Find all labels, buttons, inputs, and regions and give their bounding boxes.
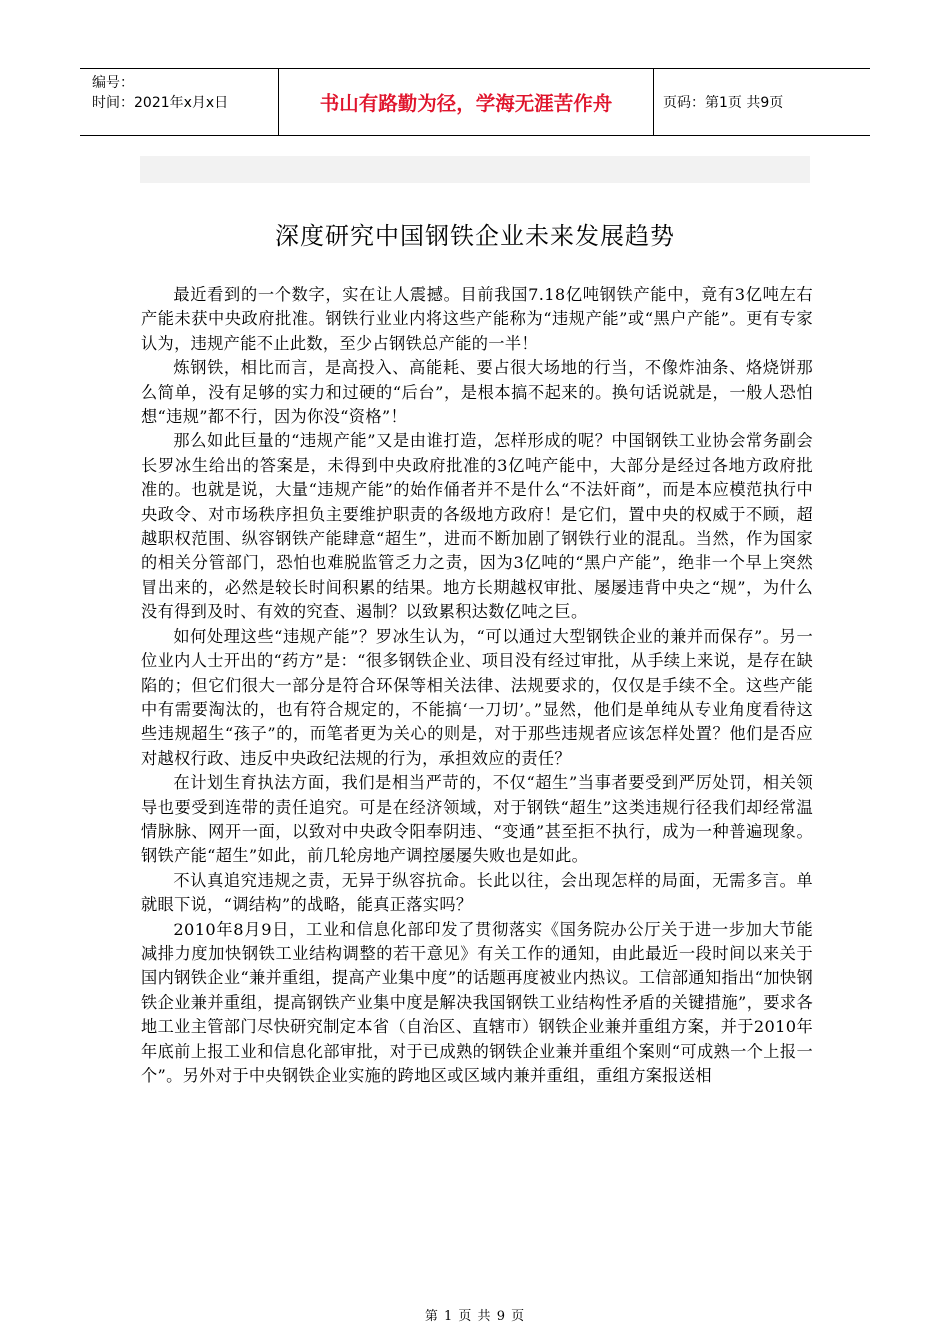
document-time-label: 时间：2021年x月x日 bbox=[92, 95, 229, 111]
paragraph: 最近看到的一个数字，实在让人震撼。目前我国7.18亿吨钢铁产能中，竟有3亿吨左右产能未获中央政府批准。钢铁行业业内将这些产能称为“违规产能”或“黑户产能”。更有专家认为，违规产能不止此数，至少占钢铁总产能的一半！ bbox=[141, 285, 813, 353]
paragraph: 在计划生育执法方面，我们是相当严苛的，不仅“超生”当事者要受到严厉处罚，相关领导也要受到连带的责任追究。可是在经济领域，对于钢铁“超生”这类违规行径我们却经常温情脉脉、网开一面，以致对中央政令阳奉阴违、“变通”甚至拒不执行，成为一种普遍现象。钢铁产能“超生”如此，前几轮房地产调控屡屡失败也是如此。 bbox=[141, 773, 813, 866]
paragraph: 2010年8月9日，工业和信息化部印发了贯彻落实《国务院办公厅关于进一步加大节能减排力度加快钢铁工业结构调整的若干意见》有关工作的通知，由此最近一段时间以来关于国内钢铁企业“兼并重组，提高产业集中度”的话题再度被业内热议。工信部通知指出“加快钢铁企业兼并重组，提高钢铁产业集中度是解决我国钢铁工业结构性矛盾的关键措施”，要求各地工业主管部门尽快研究制定本省（自治区、直辖市）钢铁企业兼并重组方案，并于2010年年底前上报工业和信息化部审批，对于已成熟的钢铁企业兼并重组个案则“可成熟一个上报一个”。另外对于中央钢铁企业实施的跨地区或区域内兼并重组，重组方案报送相 bbox=[141, 919, 813, 1085]
header-page-info bbox=[654, 69, 870, 135]
header-motto bbox=[278, 69, 654, 135]
document-body bbox=[141, 283, 813, 1088]
page-footer: 第 1 页 共 9 页 bbox=[424, 1309, 526, 1324]
paragraph: 炼钢铁，相比而言，是高投入、高能耗、要占很大场地的行当，不像炸油条、烙烧饼那么简单，没有足够的实力和过硬的“后台”，是根本搞不起来的。换句话说就是，一般人恐怕想“违规”都不行，因为你没“资格”！ bbox=[141, 358, 813, 427]
header-meta bbox=[80, 69, 278, 135]
paragraph: 不认真追究违规之责，无异于纵容抗命。长此以往，会出现怎样的局面，无需多言。单就眼下说，“调结构”的战略，能真正落实吗？ bbox=[141, 870, 813, 915]
motto-text: 书山有路勤为径，学海无涯苦作舟 bbox=[319, 92, 613, 115]
document-number-label: 编号： bbox=[92, 75, 134, 91]
header-divider-bar bbox=[140, 156, 810, 183]
paragraph: 那么如此巨量的“违规产能”又是由谁打造，怎样形成的呢？中国钢铁工业协会常务副会长罗冰生给出的答案是，未得到中央政府批准的3亿吨产能中，大部分是经过各地方政府批准的。也就是说，大量“违规产能”的始作俑者并不是什么“不法奸商”，而是本应模范执行中央政令、对市场秩序担负主要维护职责的各级地方政府！是它们，置中央的权威于不顾，超越职权范围、纵容钢铁产能肆意“超生”，进而不断加剧了钢铁行业的混乱。当然，作为国家的相关分管部门，恐怕也难脱监管乏力之责，因为3亿吨的“黑户产能”，绝非一个早上突然冒出来的，必然是较长时间积累的结果。地方长期越权审批、屡屡违背中央之“规”，为什么没有得到及时、有效的究查、遏制？以致累积达数亿吨之巨。 bbox=[141, 431, 813, 622]
paragraph: 如何处理这些“违规产能”？罗冰生认为，“可以通过大型钢铁企业的兼并而保存”。另一位业内人士开出的“药方”是：“很多钢铁企业、项目没有经过审批，从手续上来说，是存在缺陷的；但它们很大一部分是符合环保等相关法律、法规要求的，仅仅是手续不全。这些产能中有需要淘汰的，也有符合规定的，不能搞‘一刀切’。”显然，他们是单纯从专业角度看待这些违规超生“孩子”的，而笔者更为关心的则是，对于那些违规者应该怎样处置？他们是否应对越权行政、违反中央政纪法规的行为，承担效应的责任？ bbox=[141, 626, 813, 768]
page-info-text: 页码：第1页 共9页 bbox=[663, 95, 784, 111]
document-title: 深度研究中国钢铁企业未来发展趋势 bbox=[275, 222, 675, 250]
page-header bbox=[80, 68, 870, 136]
